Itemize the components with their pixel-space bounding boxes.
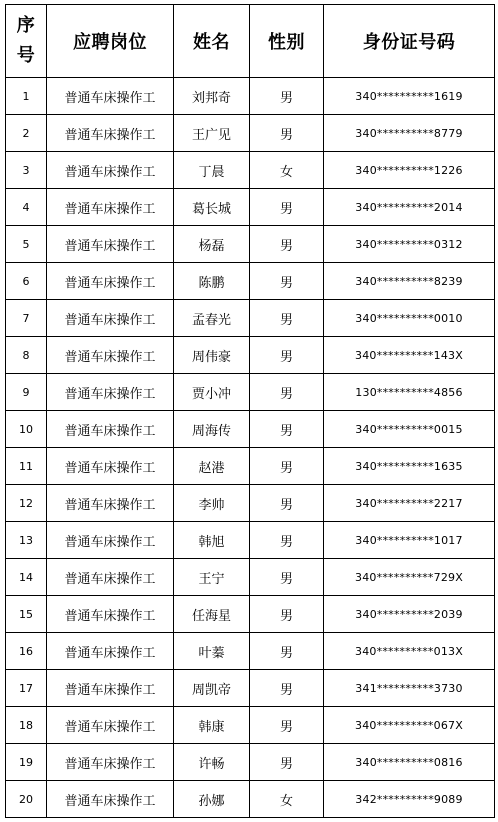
cell-seq: 16	[6, 633, 47, 670]
table-row	[6, 226, 495, 263]
cell-name: 任海星	[174, 596, 250, 633]
table-row	[6, 152, 495, 189]
header-gender: 性别	[250, 5, 324, 78]
cell-gender: 女	[250, 152, 324, 189]
cell-name: 葛长城	[174, 189, 250, 226]
cell-position: 普通车床操作工	[47, 448, 174, 485]
cell-position: 普通车床操作工	[47, 744, 174, 781]
cell-name: 韩康	[174, 707, 250, 744]
header-name: 姓名	[174, 5, 250, 78]
cell-position: 普通车床操作工	[47, 374, 174, 411]
cell-seq: 4	[6, 189, 47, 226]
cell-name: 赵港	[174, 448, 250, 485]
cell-seq: 9	[6, 374, 47, 411]
cell-seq: 10	[6, 411, 47, 448]
cell-position: 普通车床操作工	[47, 78, 174, 115]
cell-id-number: 340**********067X	[324, 707, 495, 744]
cell-gender: 男	[250, 596, 324, 633]
cell-position: 普通车床操作工	[47, 337, 174, 374]
cell-id-number: 340**********8779	[324, 115, 495, 152]
cell-id-number: 340**********013X	[324, 633, 495, 670]
cell-id-number: 340**********143X	[324, 337, 495, 374]
cell-gender: 男	[250, 559, 324, 596]
cell-name: 王广见	[174, 115, 250, 152]
header-id-number: 身份证号码	[324, 5, 495, 78]
cell-position: 普通车床操作工	[47, 522, 174, 559]
cell-name: 贾小冲	[174, 374, 250, 411]
cell-position: 普通车床操作工	[47, 633, 174, 670]
cell-gender: 男	[250, 411, 324, 448]
cell-id-number: 342**********9089	[324, 781, 495, 818]
cell-name: 周海传	[174, 411, 250, 448]
cell-id-number: 130**********4856	[324, 374, 495, 411]
cell-position: 普通车床操作工	[47, 596, 174, 633]
cell-seq: 19	[6, 744, 47, 781]
cell-gender: 男	[250, 189, 324, 226]
table-header	[6, 5, 495, 78]
cell-gender: 男	[250, 522, 324, 559]
cell-seq: 7	[6, 300, 47, 337]
cell-name: 周凯帝	[174, 670, 250, 707]
cell-position: 普通车床操作工	[47, 670, 174, 707]
cell-name: 陈鹏	[174, 263, 250, 300]
cell-gender: 男	[250, 300, 324, 337]
cell-gender: 男	[250, 633, 324, 670]
header-seq	[6, 5, 47, 78]
header-seq-line2: 号	[16, 45, 36, 66]
cell-name: 李帅	[174, 485, 250, 522]
cell-seq: 20	[6, 781, 47, 818]
cell-position: 普通车床操作工	[47, 707, 174, 744]
table-row	[6, 633, 495, 670]
cell-seq: 13	[6, 522, 47, 559]
cell-id-number: 340**********2039	[324, 596, 495, 633]
cell-id-number: 340**********0015	[324, 411, 495, 448]
cell-position: 普通车床操作工	[47, 781, 174, 818]
table-row	[6, 411, 495, 448]
cell-id-number: 340**********0312	[324, 226, 495, 263]
cell-gender: 男	[250, 115, 324, 152]
cell-gender: 男	[250, 226, 324, 263]
cell-name: 叶蓁	[174, 633, 250, 670]
cell-name: 杨磊	[174, 226, 250, 263]
header-position: 应聘岗位	[47, 5, 174, 78]
cell-name: 孙娜	[174, 781, 250, 818]
cell-position: 普通车床操作工	[47, 189, 174, 226]
table-row	[6, 707, 495, 744]
cell-name: 韩旭	[174, 522, 250, 559]
cell-id-number: 340**********0010	[324, 300, 495, 337]
cell-seq: 3	[6, 152, 47, 189]
cell-seq: 18	[6, 707, 47, 744]
cell-position: 普通车床操作工	[47, 152, 174, 189]
cell-seq: 12	[6, 485, 47, 522]
cell-seq: 17	[6, 670, 47, 707]
cell-name: 刘邦奇	[174, 78, 250, 115]
cell-name: 许畅	[174, 744, 250, 781]
cell-id-number: 341**********3730	[324, 670, 495, 707]
cell-name: 王宁	[174, 559, 250, 596]
table-row	[6, 448, 495, 485]
cell-id-number: 340**********1635	[324, 448, 495, 485]
header-seq-line1: 序	[16, 15, 36, 36]
cell-gender: 男	[250, 744, 324, 781]
table-body	[6, 78, 495, 818]
table-row	[6, 374, 495, 411]
cell-id-number: 340**********729X	[324, 559, 495, 596]
table-row	[6, 78, 495, 115]
table-row	[6, 596, 495, 633]
cell-id-number: 340**********2014	[324, 189, 495, 226]
cell-position: 普通车床操作工	[47, 115, 174, 152]
cell-gender: 女	[250, 781, 324, 818]
cell-gender: 男	[250, 707, 324, 744]
cell-gender: 男	[250, 337, 324, 374]
cell-name: 丁晨	[174, 152, 250, 189]
cell-seq: 2	[6, 115, 47, 152]
table-row	[6, 781, 495, 818]
table-row	[6, 263, 495, 300]
cell-seq: 14	[6, 559, 47, 596]
cell-position: 普通车床操作工	[47, 226, 174, 263]
cell-id-number: 340**********2217	[324, 485, 495, 522]
cell-position: 普通车床操作工	[47, 485, 174, 522]
cell-id-number: 340**********1017	[324, 522, 495, 559]
cell-gender: 男	[250, 263, 324, 300]
cell-position: 普通车床操作工	[47, 411, 174, 448]
cell-seq: 1	[6, 78, 47, 115]
table-row	[6, 744, 495, 781]
cell-id-number: 340**********8239	[324, 263, 495, 300]
header-row	[6, 5, 495, 78]
cell-gender: 男	[250, 670, 324, 707]
table-row	[6, 522, 495, 559]
table-row	[6, 300, 495, 337]
cell-seq: 15	[6, 596, 47, 633]
cell-name: 周伟豪	[174, 337, 250, 374]
cell-seq: 6	[6, 263, 47, 300]
cell-gender: 男	[250, 374, 324, 411]
cell-gender: 男	[250, 78, 324, 115]
applicant-table	[5, 4, 495, 818]
table-row	[6, 189, 495, 226]
cell-id-number: 340**********1619	[324, 78, 495, 115]
cell-position: 普通车床操作工	[47, 263, 174, 300]
cell-seq: 8	[6, 337, 47, 374]
cell-position: 普通车床操作工	[47, 300, 174, 337]
cell-name: 孟春光	[174, 300, 250, 337]
table-row	[6, 670, 495, 707]
table-row	[6, 485, 495, 522]
cell-gender: 男	[250, 485, 324, 522]
cell-position: 普通车床操作工	[47, 559, 174, 596]
cell-id-number: 340**********0816	[324, 744, 495, 781]
cell-seq: 11	[6, 448, 47, 485]
cell-seq: 5	[6, 226, 47, 263]
cell-id-number: 340**********1226	[324, 152, 495, 189]
table-row	[6, 337, 495, 374]
table-row	[6, 559, 495, 596]
cell-gender: 男	[250, 448, 324, 485]
table-row	[6, 115, 495, 152]
